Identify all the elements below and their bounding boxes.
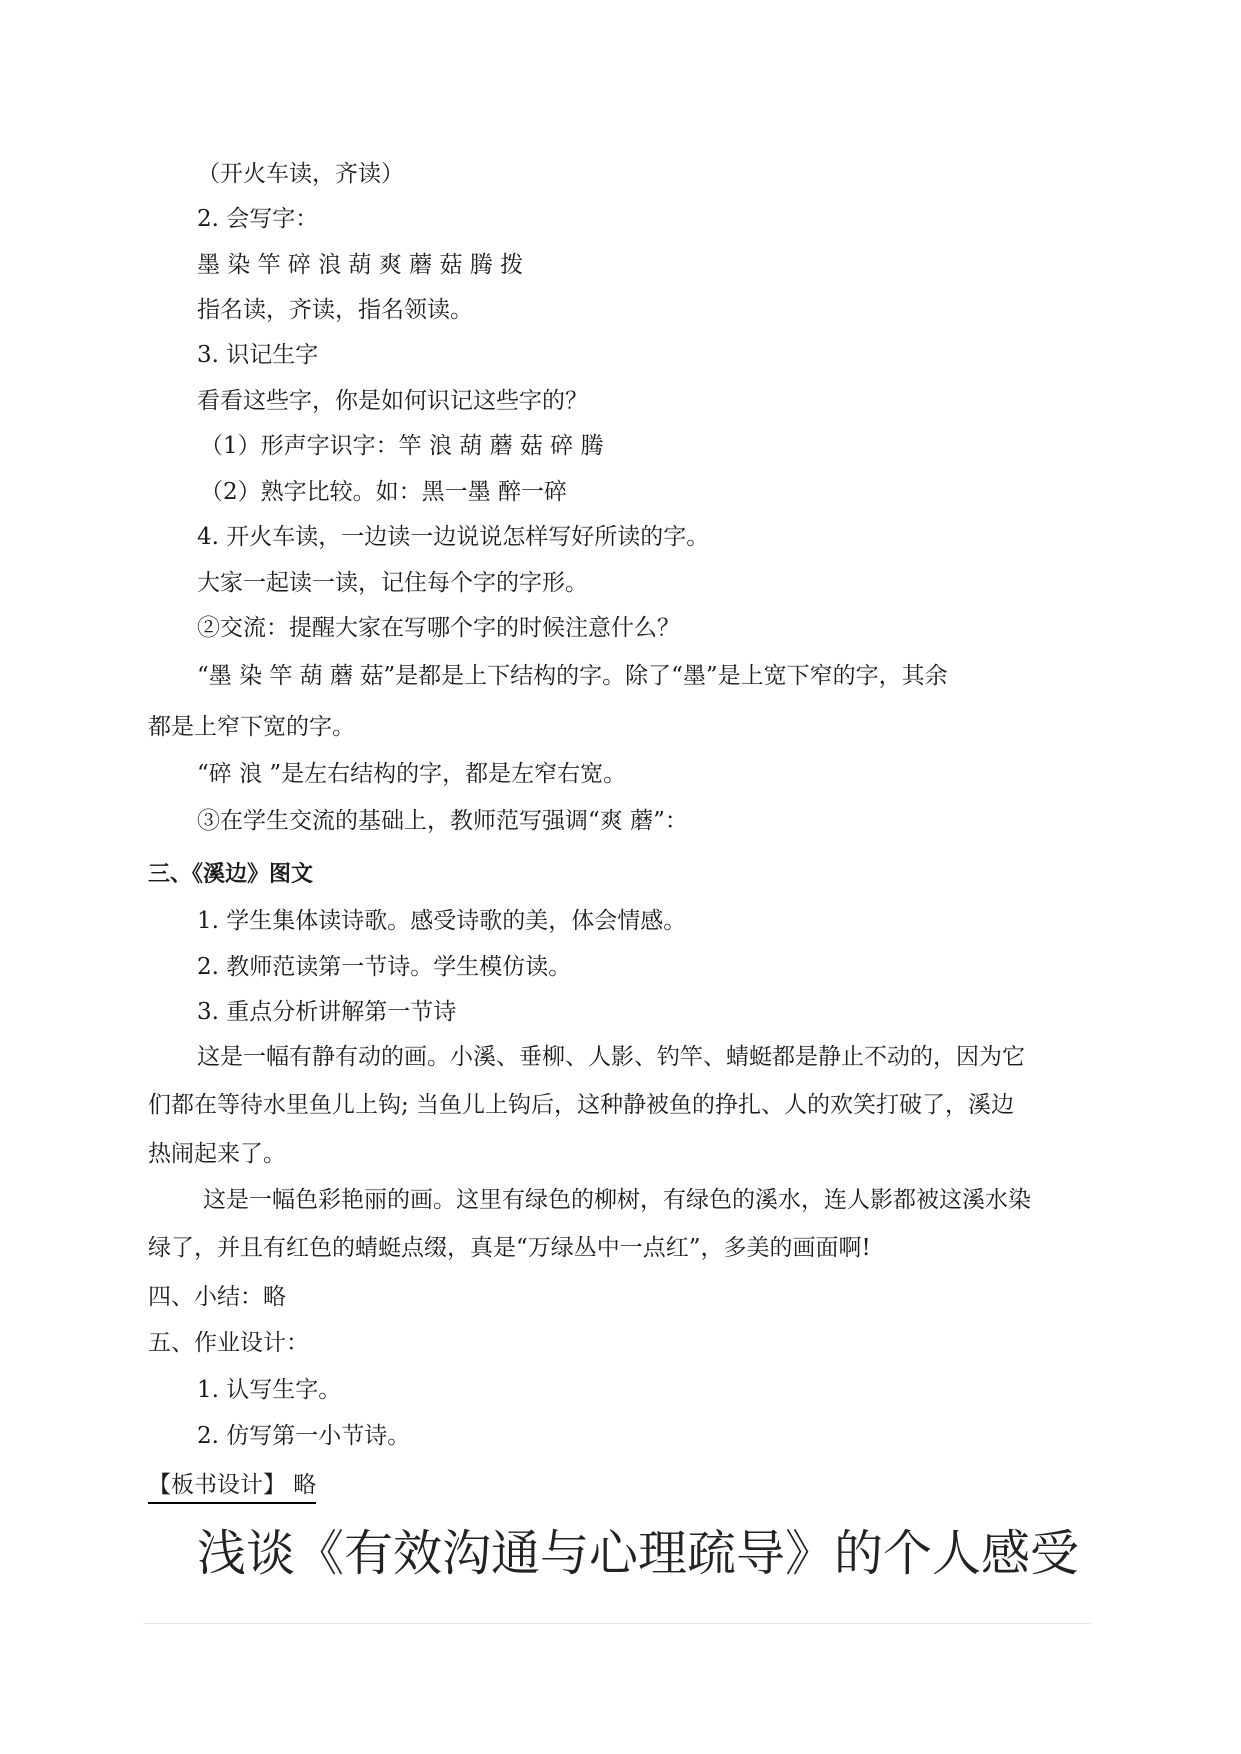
text-line: 看看这些字，你是如何识记这些字的？ [197, 388, 588, 414]
article-title: 浅谈《有效沟通与心理疏导》的个人感受 [197, 1525, 1080, 1582]
paragraph-line: “墨 染 竿 葫 蘑 菇”是都是上下结构的字。除了“墨”是上宽下窄的字，其余 [197, 663, 948, 689]
text-line: 2. 会写字： [197, 206, 319, 232]
paragraph-line: 热闹起来了。 [148, 1141, 286, 1167]
list-item: 1. 认写生字。 [197, 1377, 342, 1403]
section-heading: 三、《溪边》图文 [148, 862, 314, 887]
text-line: 4. 开火车读，一边读一边说说怎样写好所读的字。 [197, 524, 710, 550]
section-heading: 四、小结：略 [148, 1284, 286, 1310]
character-list: 墨 染 竿 碎 浪 葫 爽 蘑 菇 腾 拨 [197, 252, 524, 278]
section-heading: 五、作业设计： [148, 1330, 309, 1356]
text-line: 指名读，齐读，指名领读。 [197, 297, 473, 323]
text-line: ②交流：提醒大家在写哪个字的时候注意什么？ [197, 615, 680, 641]
board-design-heading: 【板书设计】 略 [148, 1470, 316, 1504]
paragraph-line: 们都在等待水里鱼儿上钩; 当鱼儿上钩后，这种静被鱼的挣扎、人的欢笑打破了，溪边 [148, 1092, 1015, 1118]
text-line: （2）熟字比较。如：黑一墨 醉一碎 [200, 479, 567, 505]
list-item: 2. 仿写第一小节诗。 [197, 1423, 411, 1449]
divider [143, 1623, 1091, 1624]
text-line: 1. 学生集体读诗歌。感受诗歌的美，体会情感。 [197, 908, 687, 934]
paragraph-line: 都是上窄下宽的字。 [148, 714, 355, 740]
text-line: 3. 识记生字 [197, 342, 319, 368]
text-line: （1）形声字识字：竿 浪 葫 蘑 菇 碎 腾 [200, 433, 604, 459]
text-line: 大家一起读一读，记住每个字的字形。 [197, 570, 588, 596]
paragraph-line: 这是一幅色彩艳丽的画。这里有绿色的柳树，有绿色的溪水，连人影都被这溪水染 [203, 1187, 1031, 1213]
text-line: “碎 浪 ”是左右结构的字，都是左窄右宽。 [197, 761, 627, 787]
text-line: ③在学生交流的基础上，教师范写强调“爽 蘑”： [197, 808, 688, 834]
text-line: （开火车读，齐读） [197, 161, 404, 187]
text-line: 2. 教师范读第一节诗。学生模仿读。 [197, 954, 572, 980]
paragraph-line: 绿了，并且有红色的蜻蜓点缀，真是“万绿丛中一点红”，多美的画面啊! [148, 1235, 871, 1261]
paragraph-line: 这是一幅有静有动的画。小溪、垂柳、人影、钓竿、蜻蜓都是静止不动的，因为它 [197, 1044, 1025, 1070]
text-line: 3. 重点分析讲解第一节诗 [197, 999, 457, 1025]
